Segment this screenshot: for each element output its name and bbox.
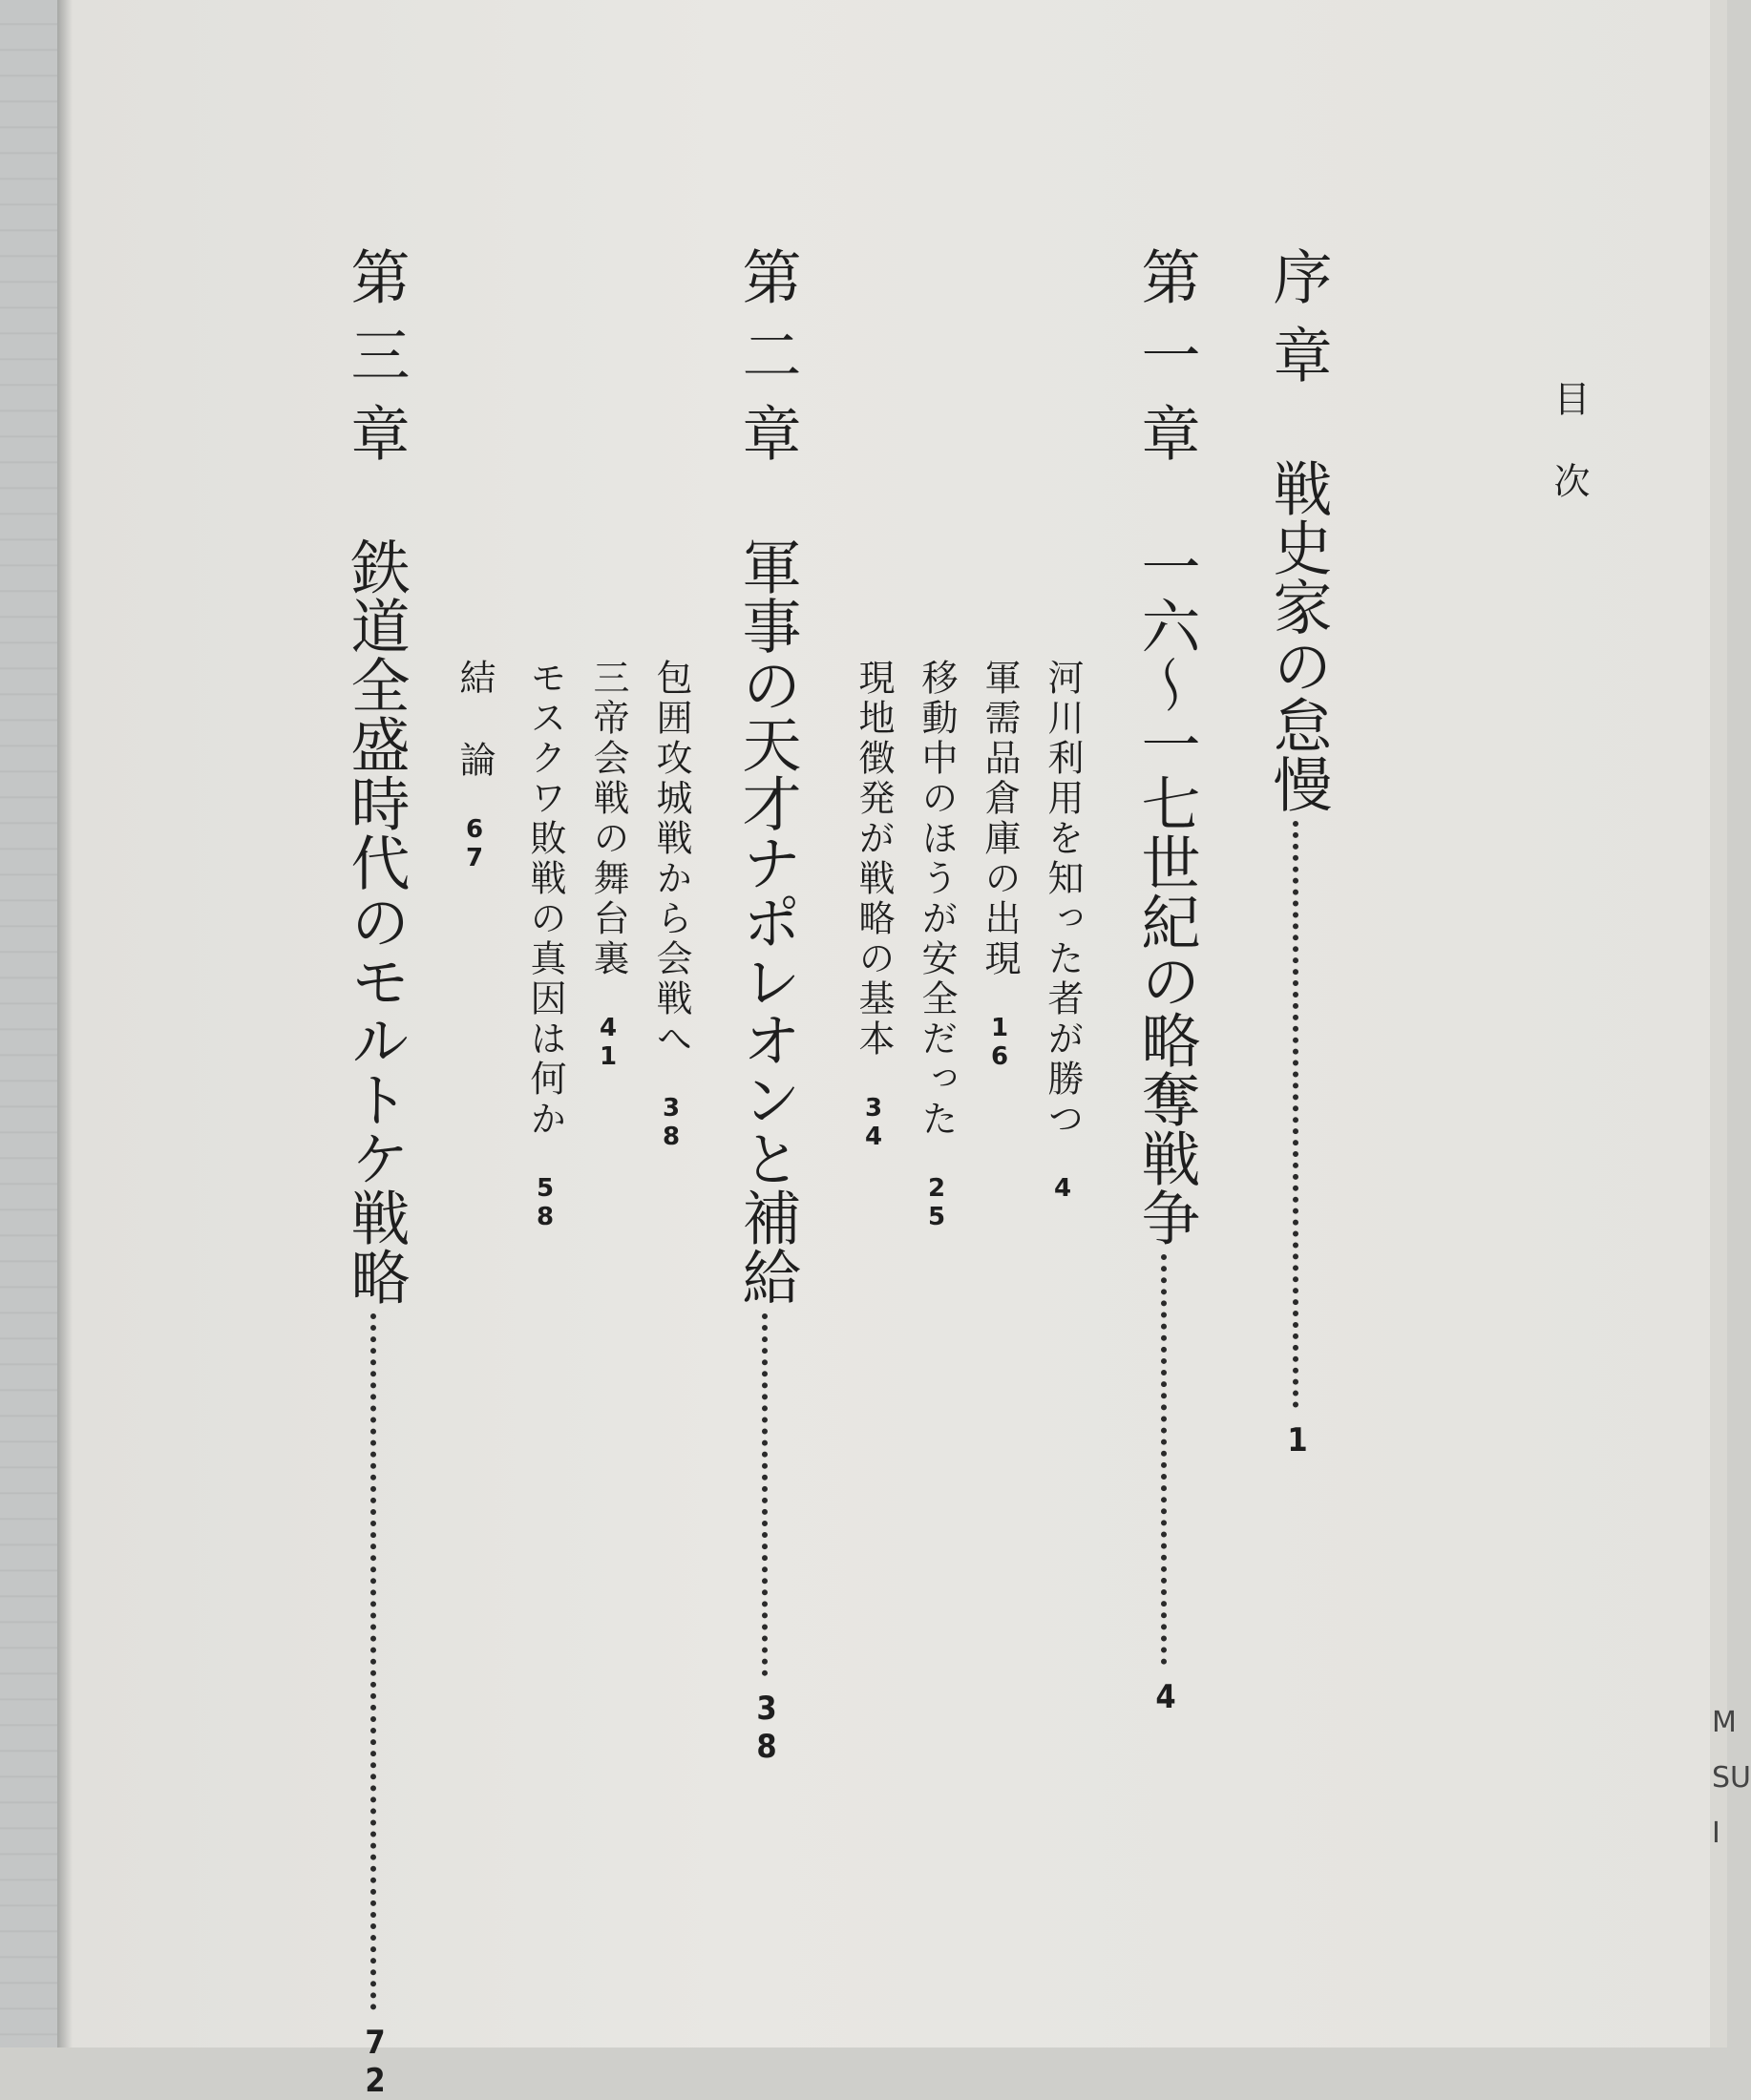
section-title: 軍需品倉庫の出現 [979, 659, 1021, 979]
section-page-number: 4 [1048, 1174, 1077, 1203]
section-title: 移動中のほうが安全だった [916, 659, 958, 1140]
chapter-title: 戦史家の怠慢 [1263, 458, 1333, 813]
section-page-number: 25 [922, 1174, 951, 1231]
section-title: 論 [454, 741, 496, 781]
margin-letter: M [1712, 1706, 1737, 1739]
adjacent-page-text [1712, 1706, 1751, 1850]
section-title: モスクワ敗戦の真因は何か [524, 659, 566, 1140]
section-title: 結 [454, 659, 496, 699]
section-page-number: 58 [531, 1174, 559, 1231]
margin-letter: SU [1712, 1761, 1751, 1795]
chapter-number: 第一章 [1131, 246, 1201, 481]
section-page-number: 38 [657, 1094, 686, 1151]
chapter-page-number: 1 [1278, 1421, 1317, 1460]
section-entry [587, 659, 629, 1071]
section-entry [979, 659, 1021, 1071]
chapter-page-number: 4 [1147, 1678, 1185, 1716]
section-entry [524, 659, 566, 1231]
section-entry [853, 659, 895, 1151]
chapter-number: 第三章 [341, 246, 411, 481]
section-entry [454, 659, 496, 872]
chapter-number: 序章 [1263, 246, 1333, 403]
chapter-entry [1131, 246, 1201, 1716]
chapter-title: 鉄道全盛時代のモルトケ戦略 [341, 536, 411, 1306]
section-page-number: 16 [985, 1014, 1014, 1071]
chapter-entry [1263, 246, 1333, 1460]
chapter-page-number: 38 [748, 1690, 786, 1766]
dot-leader [1161, 1254, 1167, 1665]
dot-leader [1293, 821, 1298, 1408]
chapter-title: 軍事の天才ナポレオンと補給 [732, 536, 802, 1306]
section-title: 河川利用を知った者が勝つ [1042, 659, 1084, 1140]
chapter-title: 一六〜一七世紀の略奪戦争 [1131, 536, 1201, 1247]
margin-letter: I [1712, 1816, 1720, 1850]
section-entry [916, 659, 958, 1231]
toc-title: 目次 [1548, 380, 1590, 544]
dot-leader [762, 1313, 768, 1676]
dot-leader [370, 1313, 376, 2010]
section-title: 包囲攻城戦から会戦へ [650, 659, 692, 1060]
chapter-page-number: 72 [356, 2024, 394, 2100]
section-entry [650, 659, 692, 1151]
chapter-number: 第二章 [732, 246, 802, 481]
section-page-number: 67 [460, 815, 489, 872]
page-edge-shadow [57, 0, 73, 2048]
section-title: 現地徴発が戦略の基本 [853, 659, 895, 1060]
section-title: 三帝会戦の舞台裏 [587, 659, 629, 979]
section-entry [1042, 659, 1084, 1203]
chapter-entry [732, 246, 802, 1766]
section-page-number: 34 [859, 1094, 888, 1151]
section-page-number: 41 [594, 1014, 622, 1071]
chapter-entry [341, 246, 411, 2100]
